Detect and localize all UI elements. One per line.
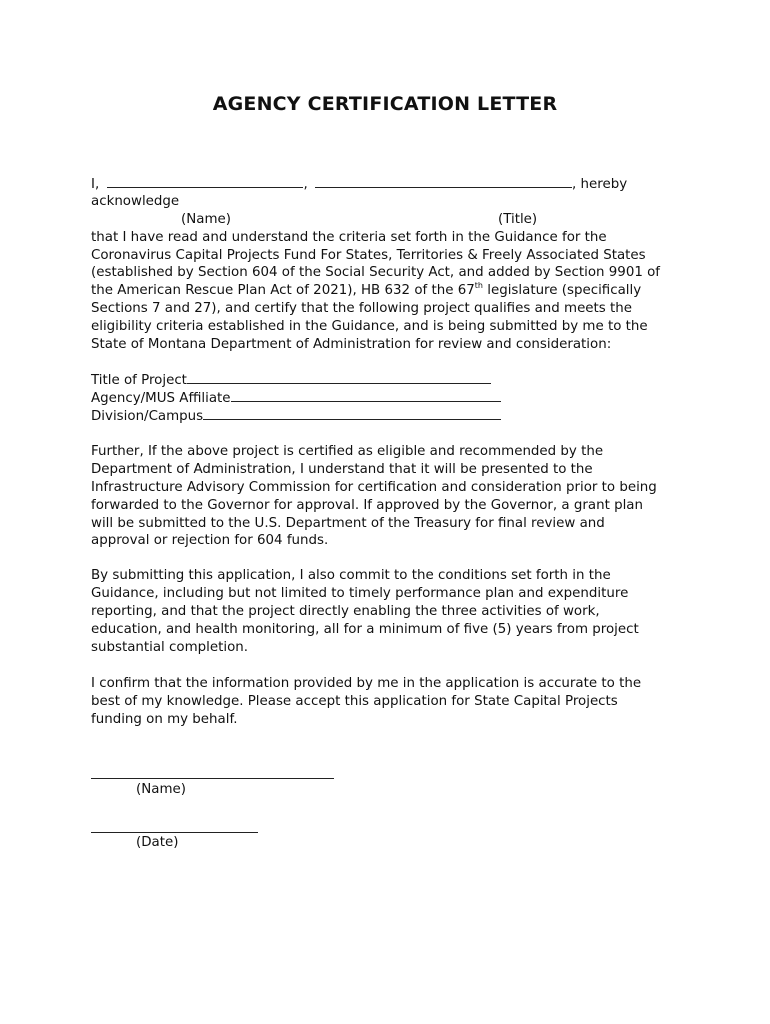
intro-line: Sections 7 and 27), and certify that the following project qualifies and meets the (91, 301, 633, 317)
paragraph-line: Further, If the above project is certified as eligible and recommended by the (91, 444, 604, 459)
signature-date-label: (Date) (136, 835, 179, 850)
intro-hb-post: legislature (specifically (482, 283, 642, 299)
intro-line: (established by Section 604 of the Social Security Act, and added by Section 9901 of (91, 265, 661, 281)
intro-paragraph (91, 175, 691, 354)
name-blank[interactable] (107, 175, 303, 188)
intro-line: eligibility criteria established in the Guidance, and is being submitted by me to the (91, 319, 648, 335)
submit-paragraph (91, 567, 691, 656)
paragraph-line: education, and health monitoring, all for a minimum of five (5) years from project (91, 621, 639, 637)
further-paragraph (91, 443, 691, 550)
intro-hb-pre: the American Rescue Plan Act of 2021), HB 632 of the 67 (91, 283, 475, 299)
paragraph-line: best of my knowledge. Please accept this application for State Capital Projects (91, 693, 618, 709)
intro-line: that I have read and understand the criteria set forth in the Guidance for the (91, 229, 607, 245)
intro-line: Coronavirus Capital Projects Fund For States, Territories & Freely Associated States (91, 247, 646, 263)
field-label: Agency/MUS Affiliate (91, 390, 231, 406)
intro-hereby: , hereby (572, 177, 628, 192)
title-blank[interactable] (315, 175, 572, 188)
intro-labels-line (91, 211, 691, 229)
paragraph-line: By submitting this application, I also commit to the conditions set forth in the (91, 568, 611, 583)
intro-hb-sup: th (474, 280, 483, 290)
intro-title-label: (Title) (498, 211, 538, 227)
paragraph-line: will be submitted to the U.S. Department of the Treasury for final review and (91, 515, 605, 531)
field-agency-affiliate (91, 389, 691, 407)
paragraph-line: Department of Administration, I understand that it will be presented to the (91, 461, 593, 477)
intro-prefix: I, (91, 177, 100, 192)
paragraph-line: forwarded to the Governor for approval. If approved by the Governor, a grant plan (91, 497, 643, 513)
page-title: AGENCY CERTIFICATION LETTER (212, 93, 558, 115)
signature-name-line[interactable] (91, 778, 334, 779)
paragraph-line: Guidance, including but not limited to timely performance plan and expenditure (91, 585, 629, 601)
signature-underline (91, 778, 334, 779)
intro-line-hb (91, 282, 691, 300)
paragraph-line: substantial completion. (91, 639, 248, 655)
date-underline (91, 832, 258, 833)
signature-date-line[interactable] (91, 832, 258, 833)
field-label: Division/Campus (91, 408, 204, 424)
intro-name-label: (Name) (181, 211, 231, 227)
paragraph-line: Infrastructure Advisory Commission for certification and consideration prior to being (91, 479, 657, 495)
agency-affiliate-blank[interactable] (231, 389, 501, 402)
paragraph-line: approval or rejection for 604 funds. (91, 533, 329, 549)
project-fields (91, 371, 691, 425)
paragraph-line: I confirm that the information provided by me in the application is accurate to the (91, 676, 642, 691)
field-label: Title of Project (91, 373, 187, 388)
intro-first-line (91, 175, 691, 193)
field-title-of-project (91, 371, 691, 389)
title-of-project-blank[interactable] (187, 371, 491, 384)
field-division-campus (91, 407, 691, 425)
intro-comma: , (303, 177, 308, 192)
intro-line: State of Montana Department of Administration for review and consideration: (91, 337, 612, 353)
intro-acknowledge: acknowledge (91, 193, 180, 209)
signature-name-label: (Name) (136, 782, 186, 797)
paragraph-line: reporting, and that the project directly enabling the three activities of work, (91, 603, 600, 619)
division-campus-blank[interactable] (203, 407, 501, 420)
paragraph-line: funding on my behalf. (91, 711, 238, 727)
confirm-paragraph (91, 675, 691, 729)
